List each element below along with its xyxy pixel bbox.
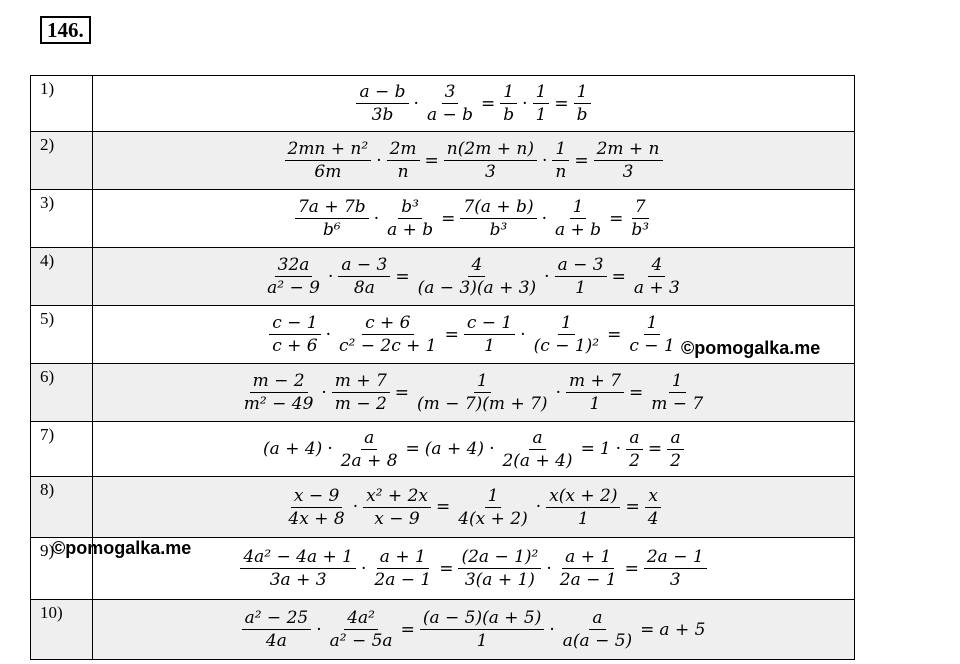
fraction-denominator: 4(x + 2) bbox=[458, 508, 528, 529]
fraction-denominator: 3(a + 1) bbox=[464, 570, 535, 590]
math-operator: · bbox=[376, 150, 382, 171]
math-operator: · bbox=[535, 497, 542, 517]
math-operator: = bbox=[400, 619, 415, 640]
fraction bbox=[415, 254, 540, 299]
row-label: 3) bbox=[31, 190, 93, 248]
fraction bbox=[424, 81, 476, 126]
math-operator: · bbox=[555, 382, 561, 403]
fraction bbox=[460, 196, 536, 241]
fraction bbox=[464, 312, 515, 357]
fraction-denominator: c² − 2c + 1 bbox=[339, 336, 437, 356]
fraction-numerator: 1 bbox=[574, 81, 591, 104]
math-operator: · bbox=[352, 497, 359, 517]
fraction bbox=[531, 312, 602, 357]
math-operator: = bbox=[647, 439, 663, 459]
fraction-denominator: 1 bbox=[575, 278, 586, 298]
fraction bbox=[626, 312, 677, 357]
fraction-numerator: 1 bbox=[644, 312, 661, 335]
fraction-denominator: (a − 3)(a + 3) bbox=[417, 278, 537, 298]
fraction-numerator: 7(a + b) bbox=[460, 196, 536, 219]
fraction bbox=[338, 427, 401, 472]
fraction bbox=[242, 607, 312, 652]
fraction bbox=[631, 254, 683, 299]
fraction-numerator: 4a² − 4a + 1 bbox=[240, 546, 356, 569]
math-operator: = bbox=[439, 558, 454, 579]
table-row bbox=[31, 600, 855, 660]
fraction-numerator: 1 bbox=[485, 485, 502, 508]
fraction-numerator: 32a bbox=[275, 254, 313, 277]
fraction-numerator: m + 7 bbox=[566, 370, 624, 393]
math-operator: · bbox=[327, 439, 333, 459]
fraction-numerator: 1 bbox=[474, 370, 491, 393]
row-label: 4) bbox=[31, 248, 93, 306]
fraction-numerator: 2mn + n² bbox=[285, 138, 372, 161]
fraction-denominator: n bbox=[555, 162, 567, 182]
math-expression bbox=[283, 138, 665, 183]
fraction-numerator: x − 9 bbox=[291, 485, 342, 508]
fraction-numerator: 1 bbox=[533, 81, 550, 104]
table-row bbox=[31, 477, 855, 538]
math-operator: = bbox=[609, 208, 624, 229]
fraction-numerator: 2a − 1 bbox=[644, 546, 707, 569]
fraction-denominator: a² − 5a bbox=[329, 631, 393, 651]
fraction-numerator: m + 7 bbox=[332, 370, 390, 393]
fraction bbox=[566, 370, 624, 415]
fraction bbox=[552, 196, 604, 241]
math-operator: = bbox=[441, 208, 456, 229]
fraction-numerator: 2m + n bbox=[594, 138, 663, 161]
fraction-denominator: x − 9 bbox=[374, 508, 420, 529]
fraction-numerator: 4 bbox=[468, 254, 485, 277]
fraction-denominator: 3 bbox=[622, 162, 634, 182]
fraction bbox=[336, 312, 440, 357]
row-label: 1) bbox=[31, 76, 93, 132]
fraction-numerator: 1 bbox=[669, 370, 686, 393]
fraction-numerator: 4 bbox=[648, 254, 665, 277]
math-expression bbox=[261, 427, 686, 472]
fraction bbox=[645, 485, 662, 530]
fraction-denominator: 1 bbox=[476, 631, 488, 651]
problem-number: 146. bbox=[40, 16, 91, 44]
math-term: 1 bbox=[599, 439, 611, 459]
fraction-numerator: m − 2 bbox=[250, 370, 308, 393]
fraction-numerator: a bbox=[667, 427, 683, 450]
fraction-denominator: a² − 9 bbox=[267, 278, 320, 298]
math-operator: = bbox=[394, 382, 410, 403]
fraction-denominator: 2 bbox=[629, 450, 640, 471]
fraction bbox=[644, 546, 707, 591]
table-row bbox=[31, 132, 855, 190]
fraction-denominator: b⁶ bbox=[322, 220, 341, 240]
math-operator: = bbox=[625, 497, 640, 517]
fraction-denominator: b³ bbox=[631, 220, 650, 240]
fraction-denominator: 3a + 3 bbox=[269, 570, 327, 590]
row-label: 7) bbox=[31, 422, 93, 477]
fraction-numerator: a − 3 bbox=[338, 254, 390, 277]
math-operator: = bbox=[424, 150, 439, 171]
math-operator: = bbox=[611, 266, 626, 287]
table-row bbox=[31, 76, 855, 132]
math-operator: = bbox=[435, 497, 451, 517]
fraction-denominator: b bbox=[576, 105, 588, 125]
row-expression-cell bbox=[93, 248, 855, 306]
math-expression bbox=[262, 254, 685, 299]
math-expression bbox=[293, 196, 654, 241]
row-label: 2) bbox=[31, 132, 93, 190]
row-label: 10) bbox=[31, 600, 93, 660]
fraction bbox=[628, 196, 652, 241]
fraction bbox=[371, 546, 434, 591]
math-operator: · bbox=[522, 93, 528, 114]
fraction bbox=[458, 546, 541, 591]
fraction bbox=[295, 196, 369, 241]
fraction-denominator: n bbox=[397, 162, 409, 182]
fraction-numerator: c + 6 bbox=[362, 312, 413, 335]
fraction-numerator: a bbox=[626, 427, 642, 450]
fraction-numerator: c − 1 bbox=[269, 312, 320, 335]
math-term: (a + 4) bbox=[424, 439, 485, 459]
row-expression-cell bbox=[93, 190, 855, 248]
math-term: (a + 4) bbox=[263, 439, 323, 459]
fraction bbox=[285, 485, 347, 530]
fraction-numerator: x(x + 2) bbox=[546, 485, 620, 508]
row-label: 9) bbox=[31, 538, 93, 600]
fraction bbox=[285, 138, 372, 183]
math-operator: · bbox=[546, 558, 552, 579]
row-expression-cell bbox=[93, 76, 855, 132]
fraction bbox=[557, 546, 620, 591]
fraction-numerator: a² − 25 bbox=[242, 607, 312, 630]
row-label: 5) bbox=[31, 306, 93, 364]
fraction bbox=[667, 427, 684, 472]
fraction-numerator: 1 bbox=[570, 196, 587, 219]
fraction bbox=[241, 370, 317, 415]
row-expression-cell bbox=[93, 477, 855, 538]
math-operator: · bbox=[413, 93, 419, 114]
math-operator: = bbox=[628, 382, 644, 403]
fraction-denominator: b³ bbox=[489, 220, 508, 240]
math-operator: = bbox=[640, 619, 655, 640]
math-operator: = bbox=[624, 558, 639, 579]
row-expression-cell bbox=[93, 600, 855, 660]
fraction bbox=[546, 485, 620, 530]
fraction bbox=[327, 607, 396, 652]
fraction-denominator: a − b bbox=[426, 105, 474, 125]
row-expression-cell bbox=[93, 132, 855, 190]
fraction bbox=[533, 81, 550, 126]
fraction-denominator: 8a bbox=[353, 278, 375, 298]
solutions-table bbox=[30, 75, 855, 660]
fraction-denominator: a + b bbox=[387, 220, 434, 240]
fraction-numerator: x² + 2x bbox=[363, 485, 431, 508]
math-operator: = bbox=[481, 93, 496, 114]
fraction bbox=[420, 607, 545, 652]
math-expression bbox=[354, 81, 592, 126]
fraction bbox=[414, 370, 551, 415]
fraction-denominator: (m − 7)(m + 7) bbox=[417, 394, 548, 414]
fraction-numerator: 1 bbox=[558, 312, 575, 335]
math-operator: · bbox=[327, 266, 334, 287]
fraction bbox=[264, 254, 323, 299]
fraction bbox=[384, 196, 436, 241]
fraction bbox=[648, 370, 706, 415]
math-expression bbox=[239, 370, 708, 415]
fraction-denominator: c − 1 bbox=[629, 336, 675, 356]
math-operator: = bbox=[607, 324, 622, 345]
fraction-numerator: 3 bbox=[442, 81, 459, 104]
fraction-denominator: 1 bbox=[589, 394, 601, 414]
fraction bbox=[332, 370, 390, 415]
math-operator: · bbox=[373, 208, 380, 229]
math-operator: · bbox=[321, 382, 327, 403]
fraction-denominator: m − 2 bbox=[334, 394, 387, 414]
fraction-numerator: (a − 5)(a + 5) bbox=[420, 607, 545, 630]
math-operator: = bbox=[405, 439, 420, 459]
table-row bbox=[31, 190, 855, 248]
fraction-denominator: m − 7 bbox=[651, 394, 704, 414]
math-operator: · bbox=[316, 619, 322, 640]
fraction-numerator: a − 3 bbox=[555, 254, 607, 277]
fraction-denominator: a(a − 5) bbox=[562, 631, 633, 651]
math-operator: · bbox=[360, 558, 367, 579]
fraction-numerator: 7 bbox=[632, 196, 649, 219]
fraction-numerator: a bbox=[361, 427, 377, 450]
math-operator: · bbox=[541, 208, 547, 229]
math-operator: · bbox=[489, 439, 495, 459]
fraction-numerator: 2m bbox=[387, 138, 420, 161]
fraction-numerator: b³ bbox=[398, 196, 422, 219]
fraction-denominator: 3 bbox=[484, 162, 496, 182]
fraction-denominator: 2a − 1 bbox=[374, 570, 432, 590]
row-expression-cell bbox=[93, 364, 855, 422]
fraction-denominator: b bbox=[503, 105, 515, 125]
fraction-denominator: 1 bbox=[535, 105, 547, 125]
fraction-denominator: 2a + 8 bbox=[340, 450, 398, 471]
fraction-denominator: 3b bbox=[371, 105, 394, 125]
math-term: a + 5 bbox=[659, 619, 706, 640]
table-row bbox=[31, 248, 855, 306]
math-operator: · bbox=[549, 619, 555, 640]
math-operator: = bbox=[554, 93, 569, 114]
fraction bbox=[363, 485, 431, 530]
fraction bbox=[594, 138, 663, 183]
fraction-numerator: 7a + 7b bbox=[295, 196, 369, 219]
fraction bbox=[387, 138, 420, 183]
math-operator: · bbox=[615, 439, 622, 459]
fraction bbox=[499, 427, 575, 472]
table-row bbox=[31, 364, 855, 422]
row-expression-cell bbox=[93, 422, 855, 477]
fraction bbox=[455, 485, 531, 530]
fraction-denominator: 6m bbox=[314, 162, 342, 182]
fraction bbox=[356, 81, 408, 126]
fraction-denominator: 2a − 1 bbox=[559, 570, 617, 590]
math-operator: · bbox=[325, 324, 332, 345]
fraction-numerator: 4a² bbox=[344, 607, 378, 630]
watermark: ©pomogalka.me bbox=[681, 338, 821, 358]
fraction bbox=[560, 607, 635, 652]
fraction-denominator: 2(a + 4) bbox=[502, 450, 573, 471]
fraction-numerator: a + 1 bbox=[377, 546, 429, 569]
fraction-denominator: 4 bbox=[647, 508, 659, 529]
fraction-numerator: 1 bbox=[500, 81, 517, 104]
fraction-denominator: a + 3 bbox=[633, 278, 680, 298]
math-operator: = bbox=[395, 266, 410, 287]
math-expression bbox=[238, 546, 708, 591]
fraction-denominator: 4x + 8 bbox=[288, 508, 345, 529]
math-operator: · bbox=[541, 150, 548, 171]
fraction-denominator: 1 bbox=[484, 336, 495, 356]
row-label: 8) bbox=[31, 477, 93, 538]
fraction-numerator: (2a − 1)² bbox=[458, 546, 541, 569]
math-operator: · bbox=[520, 324, 526, 345]
fraction bbox=[626, 427, 643, 472]
fraction-numerator: a bbox=[529, 427, 545, 450]
fraction bbox=[240, 546, 356, 591]
math-expression bbox=[240, 607, 708, 652]
math-operator: = bbox=[580, 439, 595, 459]
fraction-denominator: m² − 49 bbox=[243, 394, 314, 414]
fraction bbox=[269, 312, 320, 357]
fraction bbox=[338, 254, 390, 299]
fraction-denominator: 4a bbox=[265, 631, 287, 651]
fraction-numerator: 1 bbox=[552, 138, 569, 161]
fraction bbox=[444, 138, 537, 183]
fraction bbox=[574, 81, 591, 126]
math-expression bbox=[267, 312, 680, 357]
fraction-denominator: (c − 1)² bbox=[533, 336, 600, 356]
fraction-denominator: a + b bbox=[554, 220, 602, 240]
math-operator: = bbox=[444, 324, 459, 345]
fraction-numerator: c − 1 bbox=[464, 312, 515, 335]
fraction-denominator: c + 6 bbox=[272, 336, 318, 356]
fraction-numerator: a bbox=[589, 607, 605, 630]
fraction-numerator: a + 1 bbox=[562, 546, 614, 569]
fraction-denominator: 1 bbox=[577, 508, 589, 529]
fraction-denominator: 2 bbox=[670, 450, 681, 471]
fraction-numerator: n(2m + n) bbox=[444, 138, 537, 161]
math-operator: = bbox=[574, 150, 589, 171]
watermark: ©pomogalka.me bbox=[52, 538, 192, 558]
fraction bbox=[500, 81, 517, 126]
fraction bbox=[555, 254, 607, 299]
math-operator: · bbox=[544, 266, 550, 287]
solutions-table-body bbox=[31, 76, 855, 660]
fraction-numerator: x bbox=[645, 485, 661, 508]
table-row bbox=[31, 422, 855, 477]
fraction bbox=[552, 138, 569, 183]
row-label: 6) bbox=[31, 364, 93, 422]
math-expression bbox=[283, 485, 663, 530]
fraction-denominator: 3 bbox=[669, 570, 681, 590]
row-expression-cell bbox=[93, 538, 855, 600]
fraction-numerator: a − b bbox=[356, 81, 408, 104]
